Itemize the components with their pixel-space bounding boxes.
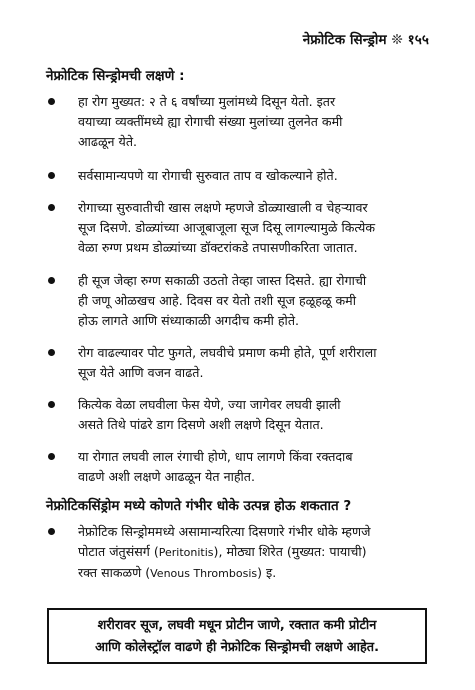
- risks-list: [46, 522, 436, 584]
- text-line: नेफ्रोटिक सिन्ड्रोममध्ये असामान्यरित्या दिसणारे गंभीर धोके म्हणजे: [78, 524, 371, 539]
- text-line: रोग वाढल्यावर पोट फुगते, लघवीचे प्रमाण कमी होते, पूर्ण शरीराला: [78, 345, 377, 360]
- text-line: सूज येते आणि वजन वाढते.: [78, 365, 204, 380]
- text-line: सर्वसामान्यपणे या रोगाची सुरुवात ताप व खोकल्याने होते.: [78, 168, 338, 183]
- text-segment: ), मोठ्या शिरेत (मुख्यत: पायाची): [213, 544, 367, 559]
- text-line: कित्येक वेळा लघवीला फेस येणे, ज्या जागेवर लघवी झाली: [78, 397, 341, 412]
- section-heading-symptoms: नेफ्रोटिक सिन्ड्रोमची लक्षणे :: [46, 68, 185, 84]
- list-item: [46, 271, 436, 331]
- text-segment: ) इ.: [257, 565, 277, 580]
- bullet-icon: [48, 528, 55, 535]
- text-segment: रक्त साकळणे (: [78, 565, 151, 580]
- bullet-icon: [48, 349, 55, 356]
- text-line: ही जणू ओळखच आहे. दिवस वर येतो तशी सूज हळूहळू कमी: [78, 293, 356, 308]
- text-line: हा रोग मुख्यत: २ ते ६ वर्षांच्या मुलांमध्ये दिसून येतो. इतर: [78, 94, 336, 109]
- section-heading-risks: नेफ्रोटिकसिंड्रोम मध्ये कोणते गंभीर धोके उत्पन्न होऊ शकतात ?: [46, 498, 352, 514]
- list-item: [46, 522, 436, 584]
- bullet-icon: [48, 453, 55, 460]
- symptoms-list: [46, 92, 436, 487]
- bullet-icon: [48, 401, 55, 408]
- text-line: आढळून येते.: [78, 134, 138, 149]
- text-line: सूज दिसणे. डोळ्यांच्या आजूबाजूला सूज दिसू लागल्यामुळे कित्येक: [78, 220, 376, 235]
- list-item: [46, 343, 436, 383]
- latin-term-venous-thrombosis: Venous Thrombosis: [150, 567, 258, 580]
- text-segment: पोटात जंतुसंसर्ग (: [78, 544, 159, 559]
- latin-term-peritonitis: Peritonitis: [158, 546, 214, 559]
- text-line: वेळा रुग्ण प्रथम डोळ्यांच्या डॉक्टरांकडे तपासणीकरिता जातात.: [78, 240, 358, 255]
- text-line: रोगाच्या सुरुवातीची खास लक्षणे म्हणजे डोळ्याखाली व चेहऱ्यावर: [78, 200, 368, 215]
- list-item: [46, 395, 436, 435]
- text-line: असते तिथे पांढरे डाग दिसणे अशी लक्षणे दिसून येतात.: [78, 417, 324, 432]
- text-line: ही सूज जेव्हा रुग्ण सकाळी उठतो तेव्हा जास्त दिसते. ह्या रोगाची: [78, 273, 367, 288]
- text-line: [78, 563, 436, 584]
- bullet-icon: [48, 98, 55, 105]
- summary-line: आणि कोलेस्ट्रॉल वाढणे ही नेफ्रोटिक सिन्ड्रोमची लक्षणे आहेत.: [95, 640, 379, 655]
- list-item: [46, 198, 436, 258]
- list-item: [46, 447, 436, 487]
- bullet-icon: [48, 277, 55, 284]
- running-header: नेफ्रोटिक सिन्ड्रोम ❊ १५५: [302, 32, 429, 48]
- summary-box: [47, 608, 427, 664]
- bullet-icon: [48, 204, 55, 211]
- text-line: या रोगात लघवी लाल रंगाची होणे, धाप लागणे किंवा रक्तदाब: [78, 449, 353, 464]
- bullet-icon: [48, 172, 55, 179]
- text-line: वाढणे अशी लक्षणे आढळून येत नाहीत.: [78, 469, 255, 484]
- text-line: [78, 542, 436, 563]
- text-line: होऊ लागते आणि संध्याकाळी अगदीच कमी होते.: [78, 313, 299, 328]
- text-line: वयाच्या व्यक्तींमध्ये ह्या रोगाची संख्या मुलांच्या तुलनेत कमी: [78, 114, 343, 129]
- list-item: [46, 166, 436, 186]
- summary-line: शरीरावर सूज, लघवी मधून प्रोटीन जाणे, रक्तात कमी प्रोटीन: [97, 618, 377, 633]
- list-item: [46, 92, 436, 152]
